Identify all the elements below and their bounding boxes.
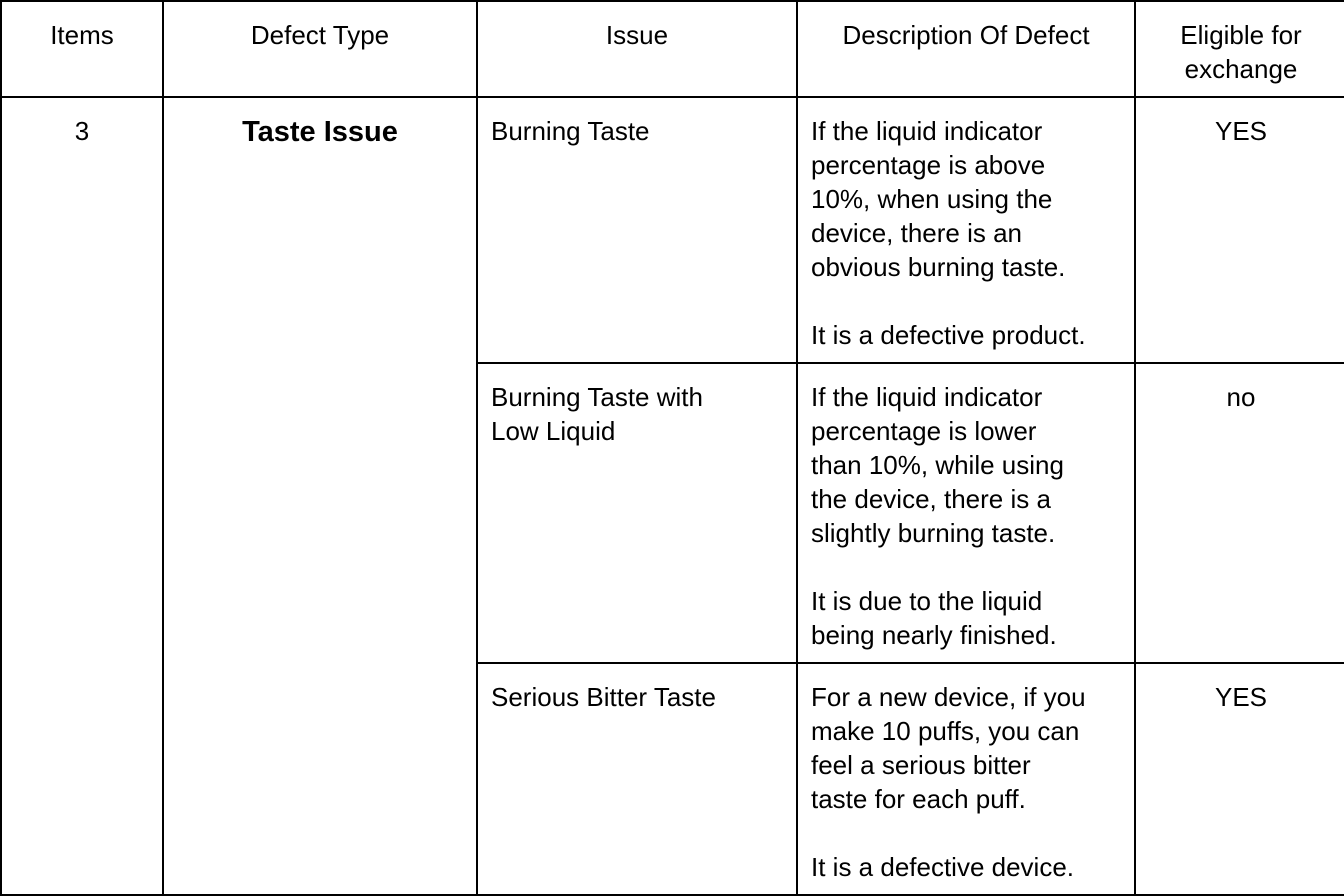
header-description-label: Description Of Defect: [842, 20, 1090, 50]
header-issue: [476, 0, 796, 98]
row-2-desc-line: the device, there is a: [811, 484, 1051, 514]
row-2-desc-note-line: It is due to the liquid: [811, 586, 1043, 616]
group-items-value: 3: [74, 116, 90, 146]
row-3-desc-line: taste for each puff.: [811, 784, 1026, 814]
row-1-desc-line: obvious burning taste.: [811, 252, 1066, 282]
group-defect-type-cell: [162, 96, 476, 896]
header-items-label: Items: [50, 20, 114, 50]
header-defect-type-label: Defect Type: [250, 20, 390, 50]
table-row-2-eligible: [1134, 362, 1344, 664]
row-2-desc-line: slightly burning taste.: [811, 518, 1056, 548]
row-3-eligible-value: YES: [1214, 682, 1268, 712]
row-2-desc-line: percentage is lower: [811, 416, 1037, 446]
header-eligible-label-line1: Eligible for: [1180, 20, 1302, 50]
table-row-3-description: [796, 662, 1134, 896]
table-row-3-issue: [476, 662, 796, 896]
row-2-eligible-value: no: [1226, 382, 1256, 412]
table-row-3-eligible: [1134, 662, 1344, 896]
group-defect-type-value: Taste Issue: [242, 116, 398, 148]
header-defect-type: [162, 0, 476, 98]
table-row-1-issue: [476, 96, 796, 364]
row-2-issue-text-line1: Burning Taste with: [491, 382, 703, 412]
row-1-desc-line: If the liquid indicator: [811, 116, 1043, 146]
row-1-eligible-value: YES: [1214, 116, 1268, 146]
row-1-desc-gap: [811, 284, 1134, 318]
header-items: [0, 0, 162, 98]
row-1-desc-line: device, there is an: [811, 218, 1023, 248]
row-2-issue-text-line2: Low Liquid: [491, 416, 616, 446]
group-items-cell: [0, 96, 162, 896]
row-2-desc-line: If the liquid indicator: [811, 382, 1043, 412]
table-row-2-issue: [476, 362, 796, 664]
row-1-desc-line: percentage is above: [811, 150, 1046, 180]
row-3-desc-gap: [811, 816, 1134, 850]
table-row-1-eligible: [1134, 96, 1344, 364]
header-description: [796, 0, 1134, 98]
row-1-desc-note: It is a defective product.: [811, 320, 1086, 350]
header-eligible-label-line2: exchange: [1184, 54, 1298, 84]
table-row-1-description: [796, 96, 1134, 364]
header-eligible: [1134, 0, 1344, 98]
row-2-desc-gap: [811, 550, 1134, 584]
row-2-desc-line: than 10%, while using: [811, 450, 1064, 480]
row-3-desc-line: feel a serious bitter: [811, 750, 1031, 780]
row-1-desc-line: 10%, when using the: [811, 184, 1053, 214]
row-3-issue-text: Serious Bitter Taste: [491, 682, 716, 712]
row-1-issue-text: Burning Taste: [491, 116, 650, 146]
row-3-desc-line: For a new device, if you: [811, 682, 1086, 712]
row-3-desc-note: It is a defective device.: [811, 852, 1075, 882]
row-2-desc-note-line: being nearly finished.: [811, 620, 1057, 650]
header-issue-label: Issue: [605, 20, 669, 50]
table-row-2-description: [796, 362, 1134, 664]
row-3-desc-line: make 10 puffs, you can: [811, 716, 1080, 746]
